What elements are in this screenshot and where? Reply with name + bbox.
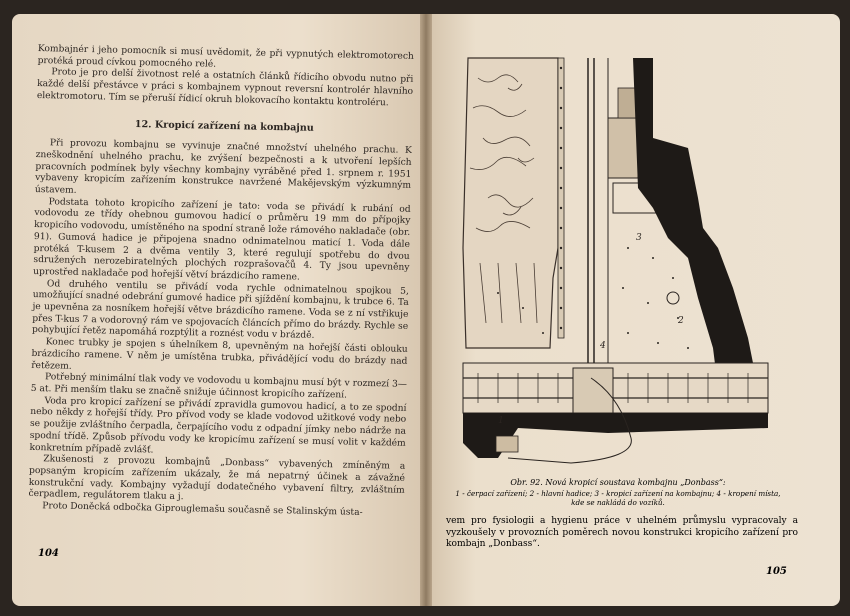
caption-legend: 1 - čerpací zařízení; 2 - hlavní hadice; 3 - kropicí zařízení na kombajnu; 4 - kropení místa, kde se nakládá do vozíků. [455,489,781,507]
figure-label: 3 [636,233,642,243]
caption-title: Obr. 92. Nová kropicí soustava kombajnu „Donbass“: [510,478,726,487]
paragraph: Podstata tohoto kropicího zařízení je tato: voda se přivádí k rubání od vodovodu ze třídy ohebnou gumovou hadicí o průměru 19 mm do přípojky kropicího vodovodu, umístěného na spodní straně lože rámového nakladače (obr. 91). Gumová hadice je připojena snadno odnimatelnou maticí 1. Voda dále protéká T-kusem 2 a dvěma ventily 3, které regulují spotřebu do dvou sdružených nerozebiratelných plochých rozprašovačů 4. Ty jsou upevněny uprostřed nakladače pod hořejší větví brázdicího ramene. [33,196,411,283]
paragraph: Zkušenosti z provozu kombajnů „Donbass“ vybavených zmíněným a popsaným kropicím zařízením ukázaly, že má nepatrný účinek a závažné konstrukční vady. Kombajny vyžadují dodatečného vybavení filtry, zvláštním čerpadlem, regulátorem tlaku a j. [28,454,406,503]
left-page-text [28,44,414,520]
paragraph: Potřebný minimální tlak vody ve vodovodu u kombajnu musí být v rozmezí 3—5 at. Při menším tlaku se značně snižuje účinnost kropicího zařízení. [30,372,408,401]
section-heading: 12. Kropicí zařízení na kombajnu [134,118,314,134]
paragraph: Kombajnér i jeho pomocník si musí uvědomit, že při vypnutých elektromotorech protéká proud cívkou pomocného relé. [37,44,414,70]
figure-caption [448,478,788,507]
figure-label: 2 [678,316,684,326]
paragraph: vem pro fysiologii a hygienu práce v uhelném průmyslu vypracovaly a vyzkoušely v provozních poměrech novou konstrukci kropicího zařízení pro kombajn „Donbass“. [446,516,798,550]
figure-label: 1 [498,416,504,426]
rock-wall [633,58,758,388]
paragraph: Od druhého ventilu se přivádí voda rychle odnimatelnou spojkou 5, umožňující snadné odebrání gumové hadice při sjíždění kombajnu, k trubce 6. Ta je upevněna za nosníkem hořejší větve brázdicího ramene. Voda se z ní vstřikuje přes T-kus 7 a vodorovný rám ve spojovacích článcích přímo do brázdy. Rychle se pohybující řetěz napomáhá rozptýlit a roznést vodu v brázdě. [31,278,410,342]
left-page [12,14,426,606]
paragraph: Konec trubky je spojen s úhelníkem 8, upevněným na hořejší části oblouku brázdicího ramene. V něm je umístěna trubka, přivádějící vodu do brázdy nad řetězem. [31,337,408,372]
right-page-text [446,516,798,551]
mine-diagram-figure [458,48,778,468]
paragraph: Proto je pro delší životnost relé a ostatních článků řídicího obvodu nutno při každé delší přestávce v práci s kombajnem vypnout reversní kontrolér hlavního elektromotoru. Tím se přeruší řídicí okruh blokovacího kontaktu kontroléru. [36,67,414,109]
paragraph: Při provozu kombajnu se vyvinuje značné množství uhelného prachu. K zneškodnění uhelného prachu, ke zvýšení bezpečnosti a k utvoření lepších pracovních podmínek byly všechny kombajny vyráběné před 1. srpnem r. 1951 vybaveny kropicím zařízením konstrukce navržené Makějevským výzkumným ústavem. [34,138,412,196]
page-number-right: 105 [766,566,787,577]
paragraph: Voda pro kropicí zařízení se přivádí zpravidla gumovou hadicí, a to ze spodní nebo někdy z hořejší třídy. Pro přívod vody se klade vodovod užitkové vody nebo se použije zvláštního čerpadla, čerpajícího vodu z odpadní jímky nebo nádrže na spodní třídě. Způsob přívodu vody ke kropicímu zařízení se musí volit v každém konkretním případě zvlášť. [29,395,407,456]
paragraph: Proto Doněcká odbočka Giprouglemašu současně se Stalinským ústa- [42,501,363,518]
coal-seam-area [463,58,558,348]
figure-label: 4 [600,341,606,351]
page-number-left: 104 [38,548,59,559]
book-gutter [420,14,432,606]
